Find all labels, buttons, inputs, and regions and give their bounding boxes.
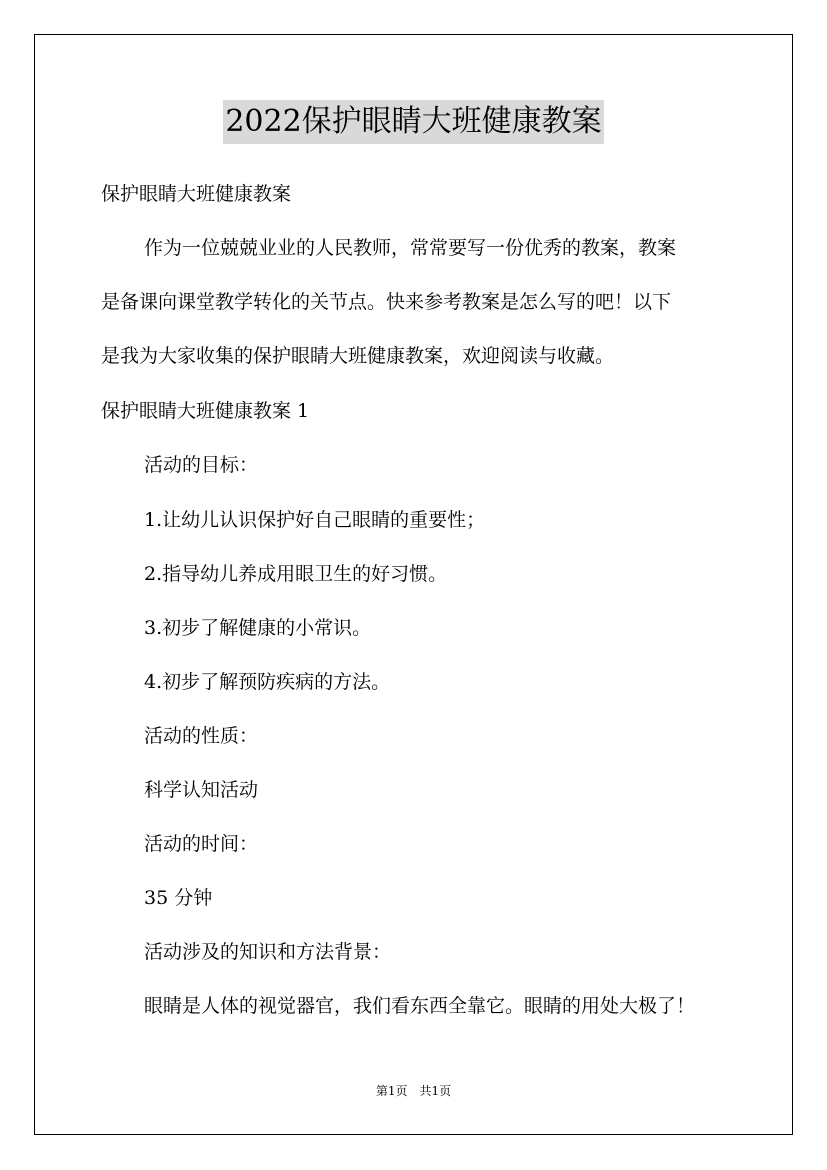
intro-line-3: 是我为大家收集的保护眼睛大班健康教案，欢迎阅读与收藏。	[101, 345, 615, 367]
section-heading: 保护眼睛大班健康教案 1	[101, 400, 310, 422]
goal-item-4: 4.初步了解预防疾病的方法。	[144, 671, 391, 693]
goal-item-2: 2.指导幼儿养成用眼卫生的好习惯。	[144, 563, 448, 585]
page-footer: 第1页 共1页	[375, 1084, 452, 1098]
intro-line-2: 是备课向课堂教学转化的关节点。快来参考教案是怎么写的吧！以下	[101, 291, 672, 313]
document-subtitle: 保护眼睛大班健康教案	[101, 183, 292, 205]
time-value: 35 分钟	[144, 887, 213, 909]
goal-item-3: 3.初步了解健康的小常识。	[144, 617, 372, 639]
background-text: 眼睛是人体的视觉器官，我们看东西全靠它。眼睛的用处大极了！	[144, 995, 696, 1017]
intro-line-1: 作为一位兢兢业业的人民教师，常常要写一份优秀的教案，教案	[144, 237, 677, 259]
background-heading: 活动涉及的知识和方法背景：	[144, 941, 392, 963]
goals-heading: 活动的目标：	[144, 454, 259, 476]
time-heading: 活动的时间：	[144, 833, 259, 855]
document-title: 2022保护眼睛大班健康教案	[223, 100, 603, 144]
title-container	[0, 100, 827, 144]
nature-heading: 活动的性质：	[144, 725, 259, 747]
goal-item-1: 1.让幼儿认识保护好自己眼睛的重要性；	[144, 509, 486, 531]
nature-value: 科学认知活动	[144, 779, 259, 801]
